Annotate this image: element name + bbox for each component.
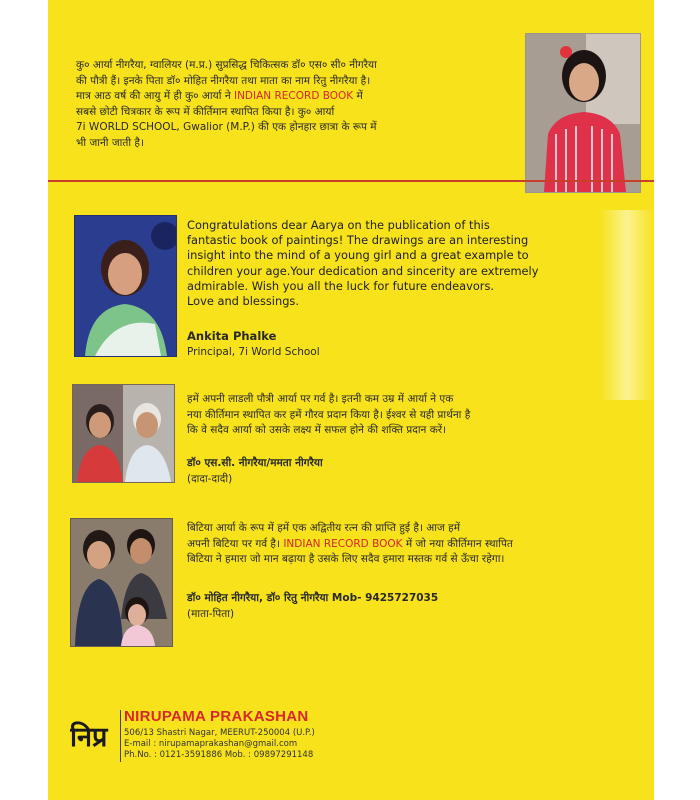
intro-line: सबसे छोटी चित्रकार के रूप में कीर्तिमान स्थापित किया है। कु० आर्या <box>76 105 335 118</box>
principal-message <box>187 218 538 309</box>
publisher-logo-text: निप्र <box>70 722 108 753</box>
principal-name: Ankita Phalke <box>187 329 277 343</box>
publisher-address: 506/13 Shastri Nagar, MEERUT-250004 (U.P.) <box>124 728 315 738</box>
divider-line <box>48 180 654 182</box>
record-book-highlight: INDIAN RECORD BOOK <box>283 537 403 550</box>
intro-line: 7i WORLD SCHOOL, Gwalior (M.P.) की एक होनहार छात्रा के रूप में <box>76 121 377 133</box>
parents-signature <box>187 591 438 622</box>
publisher-email: E-mail : nirupamaprakashan@gmail.com <box>124 739 298 749</box>
intro-line: कु० आर्या नीगरैया, ग्वालियर (म.प्र.) सुप्रसिद्ध चिकित्सक डॉ० एस० सी० नीगरैया <box>76 59 377 71</box>
record-book-highlight: INDIAN RECORD BOOK <box>233 90 354 102</box>
grandparents-names: डॉ० एस.सी. नीगरैया/ममता नीगरैया <box>187 457 323 469</box>
message-line: नया कीर्तिमान स्थापित कर हमें गौरव प्रदान किया है। ईश्वर से यही प्रार्थना है <box>187 408 471 421</box>
grandparents-signature <box>187 456 323 487</box>
parents-message <box>187 521 513 568</box>
message-line: हमें अपनी लाडली पौत्री आर्या पर गर्व है। इतनी कम उम्र में आर्या ने एक <box>187 393 454 405</box>
parents-names: डॉ० मोहित नीगरैया, डॉ० रितु नीगरैया Mob- 9425727035 <box>187 592 439 604</box>
intro-line: भी जानी जाती है। <box>76 136 144 149</box>
intro-line: मात्र आठ वर्ष की आयु में ही कु० आर्या ने INDIAN RECORD BOOK में <box>76 90 363 102</box>
grandparents-message <box>187 392 470 439</box>
message-line: कि वे सदैव आर्या को उसके लक्ष्य में सफल होने की शक्ति प्रदान करें। <box>187 424 447 436</box>
principal-title: Principal, 7i World School <box>187 345 320 358</box>
message-line: Love and blessings. <box>187 294 299 309</box>
message-line: children your age.Your dedication and sincerity are extremely <box>187 263 539 278</box>
parents-photo <box>70 518 173 647</box>
publisher-divider <box>120 710 121 762</box>
principal-photo <box>74 215 177 357</box>
message-line: admirable. Wish you all the luck for future endeavors. <box>187 278 495 293</box>
publisher-phone: Ph.No. : 0121-3591886 Mob. : 09897291148 <box>124 750 314 760</box>
publisher-logo <box>70 712 116 756</box>
message-line: अपनी बिटिया पर गर्व है। INDIAN RECORD BOOK में जो नया कीर्तिमान स्थापित <box>187 537 513 550</box>
message-line: fantastic book of paintings! The drawings are an interesting <box>187 233 529 248</box>
message-line: Congratulations dear Aarya on the publication of this <box>187 218 490 232</box>
message-line: बिटिया ने हमारा जो मान बढ़ाया है उसके लिए सदैव हमारा मस्तक गर्व से ऊँचा रहेगा। <box>187 553 505 565</box>
principal-signature <box>187 329 320 360</box>
intro-line: की पौत्री हैं। इनके पिता डॉ० मोहित नीगरैया तथा माता का नाम रितु नीगरैया है। <box>76 74 371 87</box>
parents-relation: (माता-पिता) <box>187 607 235 620</box>
publisher-name: NIRUPAMA PRAKASHAN <box>124 708 309 725</box>
intro-text <box>76 58 377 151</box>
grandparents-photo <box>72 384 175 483</box>
message-line: बिटिया आर्या के रूप में हमें एक अद्वितीय रत्न की प्राप्ति हुई है। आज हमें <box>187 522 460 534</box>
light-glare <box>600 210 654 400</box>
message-line: insight into the mind of a young girl and a great example to <box>187 248 529 263</box>
author-photo <box>525 33 641 193</box>
grandparents-relation: (दादा-दादी) <box>187 472 233 485</box>
